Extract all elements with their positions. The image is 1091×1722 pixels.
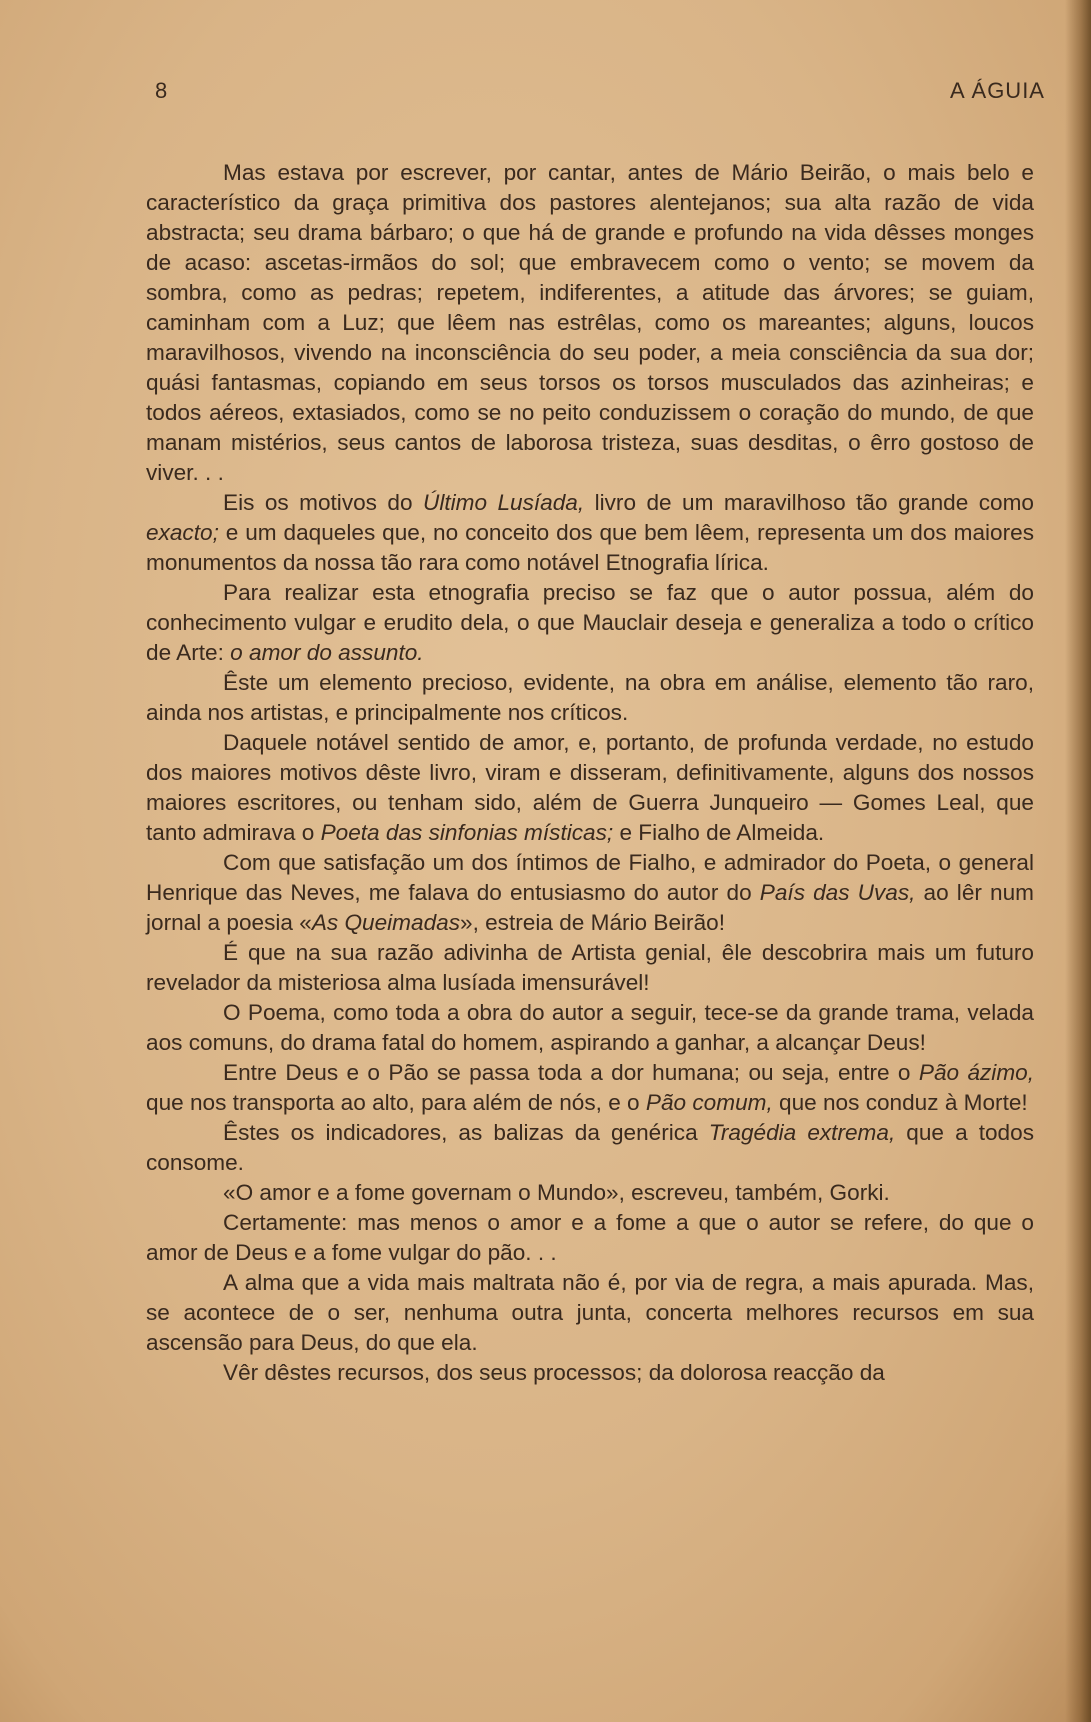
text-run: A alma que a vida mais maltrata não é, por via de regra, a mais apurada. Mas, se acontece de o ser, nenhuma outra junta, concerta melhores recursos em sua ascensão para Deus, do que ela. [146, 1270, 1034, 1355]
text-run: ao lêr num jornal a poesia « [146, 880, 1034, 935]
text-run: Êste um elemento precioso, evidente, na obra em análise, elemento tão raro, ainda nos artistas, e principalmente nos críticos. [146, 670, 1034, 725]
italic-text-run: exacto; [146, 520, 219, 545]
paragraph [146, 1178, 1034, 1208]
paragraph [146, 158, 1034, 488]
text-run: que nos conduz à Morte! [772, 1090, 1028, 1115]
text-run: e Fialho de Almeida. [613, 820, 825, 845]
text-run: que nos transporta ao alto, para além de nós, e o [146, 1090, 646, 1115]
text-run: », estreia de Mário Beirão! [460, 910, 725, 935]
running-title: A ÁGUIA [949, 78, 1045, 103]
paragraph [146, 848, 1034, 938]
body-text [146, 158, 1034, 1388]
text-run: Certamente: mas menos o amor e a fome a que o autor se refere, do que o amor de Deus e a fome vulgar do pão. . . [146, 1210, 1034, 1265]
text-run: Entre Deus e o Pão se passa toda a dor humana; ou seja, entre o [223, 1060, 919, 1085]
text-run: O Poema, como toda a obra do autor a seguir, tece-se da grande trama, velada aos comuns, do drama fatal do homem, aspirando a ganhar, a alcançar Deus! [146, 1000, 1034, 1055]
paragraph [146, 998, 1034, 1058]
text-run: Êstes os indicadores, as balizas da genérica [223, 1120, 709, 1145]
paragraph [146, 1358, 1034, 1388]
text-run: livro de um maravilhoso tão grande como [584, 490, 1034, 515]
paragraph [146, 1058, 1034, 1118]
page-number: 8 [155, 78, 169, 103]
paragraph [146, 1208, 1034, 1268]
text-run: Daquele notável sentido de amor, e, portanto, de profunda verdade, no estudo dos maiores motivos dêste livro, viram e disseram, definitivamente, alguns dos nossos maiores escritores, ou tenham sido, além de Guerra Junqueiro — Gomes Leal, que tanto admirava o [146, 730, 1034, 845]
text-run: Eis os motivos do [223, 490, 423, 515]
text-run: Para realizar esta etnografia preciso se faz que o autor possua, além do conhecimento vulgar e erudito dela, o que Mauclair deseja e generaliza a todo o crítico de Arte: [146, 580, 1034, 665]
italic-text-run: Poeta das sinfonias místicas; [320, 820, 614, 845]
italic-text-run: Pão ázimo, [918, 1060, 1034, 1085]
text-run: que a todos consome. [146, 1120, 1034, 1175]
paragraph [146, 578, 1034, 668]
italic-text-run: Pão comum, [645, 1090, 773, 1115]
italic-text-run: As Queimadas [311, 910, 460, 935]
paragraph [146, 938, 1034, 998]
paragraph [146, 488, 1034, 578]
paragraph [146, 728, 1034, 848]
running-head [145, 74, 1045, 108]
paragraph [146, 668, 1034, 728]
paragraph [146, 1268, 1034, 1358]
text-run: «O amor e a fome governam o Mundo», escreveu, também, Gorki. [223, 1180, 890, 1205]
paragraph [146, 1118, 1034, 1178]
text-run: Mas estava por escrever, por cantar, antes de Mário Beirão, o mais belo e característico da graça primitiva dos pastores alentejanos; sua alta razão de vida abstracta; seu drama bárbaro; o que há de grande e profundo na vida dêsses monges de acaso: ascetas-irmãos do sol; que embravecem como o vento; se movem da sombra, como as pedras; repetem, indiferentes, a atitude das árvores; se guiam, caminham com a Luz; que lêem nas estrêlas, como os mareantes; alguns, loucos maravilhosos, vivendo na inconsciência do seu poder, a meia consciência da sua dor; quási fantasmas, copiando em seus torsos os torsos musculados das azinheiras; e todos aéreos, extasiados, como se no peito conduzissem o coração do mundo, de que manam mistérios, seus cantos de laborosa tristeza, suas desditas, o êrro gostoso de viver. . . [146, 160, 1034, 485]
text-run: É que na sua razão adivinha de Artista genial, êle descobrira mais um futuro revelador da misteriosa alma lusíada imensurável! [146, 940, 1034, 995]
text-run: Vêr dêstes recursos, dos seus processos; da dolorosa reacção da [223, 1360, 885, 1385]
italic-text-run: País das Uvas, [759, 880, 916, 905]
page-edge-shadow [1065, 0, 1091, 1722]
text-run: Com que satisfação um dos íntimos de Fialho, e admirador do Poeta, o general Henrique das Neves, me falava do entusiasmo do autor do [146, 850, 1034, 905]
italic-text-run: o amor do assunto. [230, 640, 424, 665]
text-run: e um daqueles que, no conceito dos que bem lêem, representa um dos maiores monumentos da nossa tão rara como notável Etnografia lírica. [146, 520, 1034, 575]
italic-text-run: Tragédia extrema, [708, 1120, 896, 1145]
italic-text-run: Último Lusíada, [423, 490, 585, 515]
